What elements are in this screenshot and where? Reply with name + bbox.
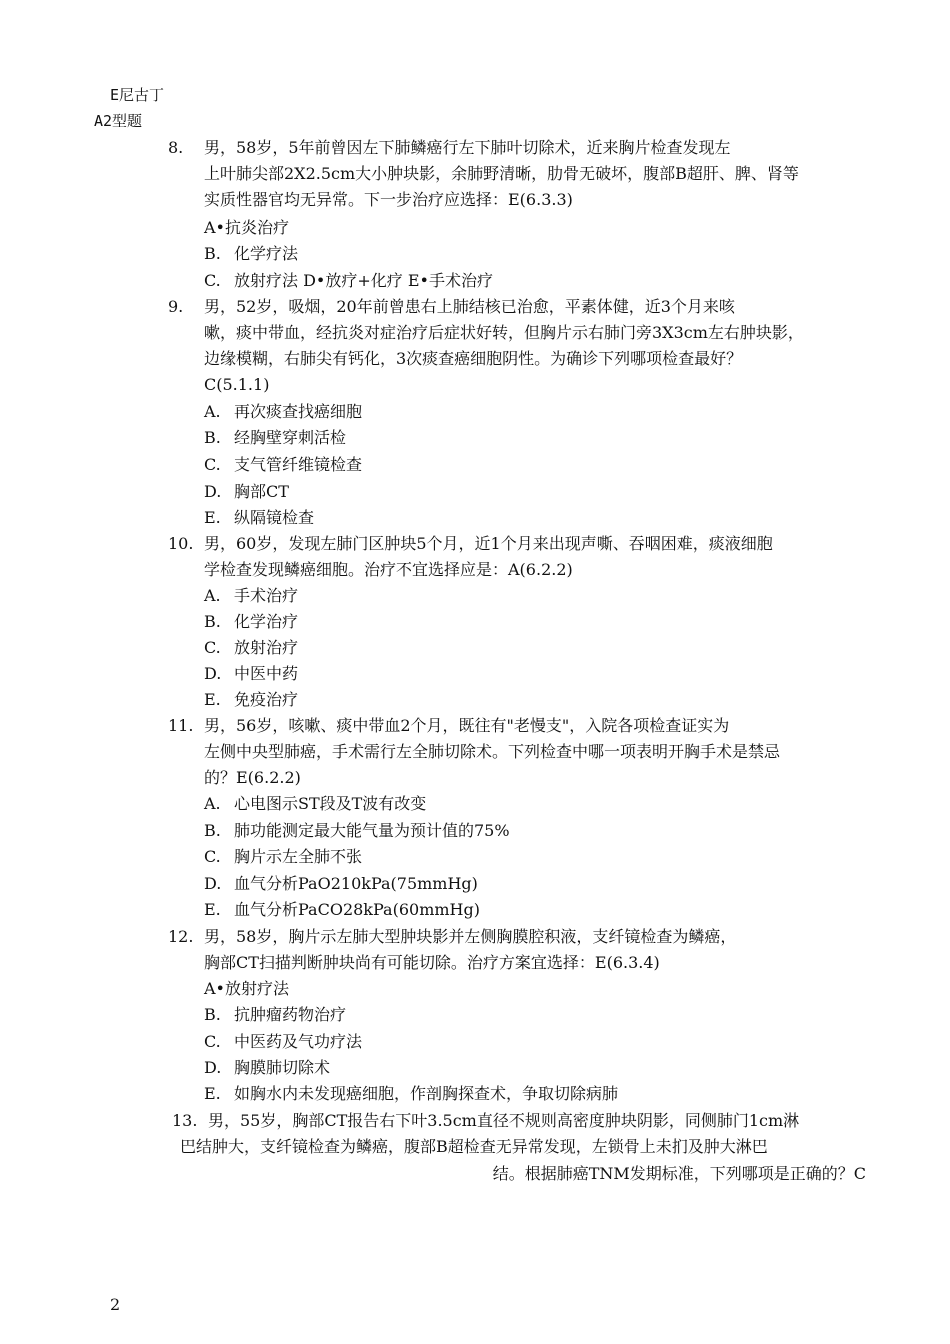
option-letter: B. [204, 1005, 221, 1024]
option-c [204, 637, 298, 659]
question-text-line: 边缘模糊，右肺尖有钙化，3次痰查癌细胞阴性。为确诊下列哪项检查最好？ [204, 349, 743, 368]
option-a [204, 793, 426, 815]
question-text-line: 上叶肺尖部2X2.5cm大小肿块影，余肺野清晰，肋骨无破坏，腹部B超肝、脾、肾等 [204, 164, 799, 183]
option-letter: B. [204, 612, 221, 631]
option-letter: D. [204, 664, 222, 683]
question-number: 13. [172, 1111, 198, 1130]
option-text: 放射治疗 [234, 638, 299, 657]
option-e [204, 507, 314, 529]
question-text-line: C(5.1.1) [204, 375, 270, 394]
question-text-line: 男，56岁，咳嗽、痰中带血2个月，既往有"老慢支"，入院各项检查证实为 [204, 716, 730, 735]
option-e [204, 1083, 618, 1105]
question-text-line: 男，55岁，胸部CT报告右下叶3.5cm直径不规则高密度肿块阴影，同侧肺门1cm淋 [208, 1111, 800, 1130]
option-letter: C. [204, 638, 221, 657]
option-d [204, 481, 289, 503]
option-text: A•放射疗法 [204, 979, 289, 998]
option-text: 中医药及气功疗法 [234, 1032, 363, 1051]
option-b [204, 611, 298, 633]
option-letter: E. [204, 508, 221, 527]
option-text: 免疫治疗 [234, 690, 299, 709]
option-letter: C. [204, 455, 221, 474]
option-text: 手术治疗 [234, 586, 299, 605]
option-d [204, 663, 298, 685]
option-letter: D. [204, 1058, 222, 1077]
option-a [204, 978, 289, 1000]
option-letter: B. [204, 244, 221, 263]
option-text: 肺功能测定最大能气量为预计值的75% [234, 821, 510, 840]
option-letter: C. [204, 271, 221, 290]
option-a [204, 217, 289, 239]
option-letter: B. [204, 428, 221, 447]
question-number: 10. [168, 534, 194, 553]
option-text: 抗肿瘤药物治疗 [234, 1005, 347, 1024]
option-c [204, 454, 362, 476]
option-text: 胸膜肺切除术 [234, 1058, 331, 1077]
question-text-line: 男，60岁，发现左肺门区肿块5个月，近1个月来出现声嘶、吞咽困难，痰液细胞 [204, 534, 773, 553]
question-number: 11. [168, 716, 194, 735]
question-text-line: 学检查发现鳞癌细胞。治疗不宜选择应是：A(6.2.2) [204, 560, 573, 579]
option-text: 胸部CT [234, 482, 289, 501]
question-text-line: 嗽，痰中带血，经抗炎对症治疗后症状好转，但胸片示右肺门旁3X3cm左右肿块影， [204, 323, 804, 342]
option-e [204, 689, 298, 711]
option-a [204, 401, 362, 423]
option-text: 如胸水内未发现癌细胞，作剖胸探查术，争取切除病肺 [234, 1084, 619, 1103]
option-text: 心电图示ST段及T波有改变 [234, 794, 427, 813]
option-c [204, 846, 362, 868]
option-text: 支气管纤维镜检查 [234, 455, 363, 474]
option-letter: A. [204, 794, 221, 813]
option-text: 化学治疗 [234, 612, 299, 631]
option-d [204, 873, 478, 895]
question-text-line: 男，58岁，5年前曾因左下肺鳞癌行左下肺叶切除术，近来胸片检查发现左 [204, 138, 731, 157]
question-text-line: 结。根据肺癌TNM发期标准，下列哪项是正确的？C [492, 1164, 866, 1183]
question-text-line: 胸部CT扫描判断肿块尚有可能切除。治疗方案宜选择：E(6.3.4) [204, 953, 660, 972]
option-letter: C. [204, 1032, 221, 1051]
option-letter: A. [204, 586, 221, 605]
previous-option-e: E尼古丁 [110, 86, 165, 104]
option-text: 中医中药 [234, 664, 299, 683]
option-b [204, 427, 346, 449]
option-text: 血气分析PaO210kPa(75mmHg) [234, 874, 478, 893]
question-number: 9. [168, 297, 184, 316]
question-text-line: 男，58岁，胸片示左肺大型肿块影并左侧胸膜腔积液，支纤镜检查为鳞癌， [204, 927, 737, 946]
section-heading: A2型题 [94, 112, 143, 130]
question-text-line: 的？E(6.2.2) [204, 768, 301, 787]
option-text: 胸片示左全肺不张 [234, 847, 363, 866]
option-letter: E. [204, 900, 221, 919]
option-letter: A. [204, 402, 221, 421]
question-text-line: 男，52岁，吸烟，20年前曾患右上肺结核已治愈，平素体健，近3个月来咳 [204, 297, 735, 316]
question-text-line: 巴结肿大，支纤镜检查为鳞癌，腹部B超检查无异常发现，左锁骨上未扪及肿大淋巴 [180, 1137, 768, 1156]
page-number: 2 [110, 1295, 121, 1314]
option-b [204, 1004, 346, 1026]
option-e [204, 899, 480, 921]
option-text: 经胸壁穿刺活检 [234, 428, 347, 447]
option-a [204, 585, 298, 607]
option-text: 化学疗法 [234, 244, 299, 263]
question-text-line: 左侧中央型肺癌，手术需行左全肺切除术。下列检查中哪一项表明开胸手术是禁忌 [204, 742, 781, 761]
question-number: 8. [168, 138, 184, 157]
option-text: 放射疗法 D•放疗+化疗 E•手术治疗 [234, 271, 493, 290]
option-letter: D. [204, 874, 222, 893]
option-text: 纵隔镜检查 [234, 508, 315, 527]
question-number: 12. [168, 927, 194, 946]
option-text: 再次痰查找癌细胞 [234, 402, 363, 421]
option-letter: D. [204, 482, 222, 501]
option-letter: E. [204, 690, 221, 709]
option-text: A•抗炎治疗 [204, 218, 289, 237]
question-text-line: 实质性器官均无异常。下一步治疗应选择：E(6.3.3) [204, 190, 573, 209]
option-letter: E. [204, 1084, 221, 1103]
option-c [204, 270, 493, 292]
option-d [204, 1057, 330, 1079]
option-letter: B. [204, 821, 221, 840]
option-text: 血气分析PaCO28kPa(60mmHg) [234, 900, 480, 919]
option-b [204, 820, 510, 842]
option-c [204, 1031, 362, 1053]
option-letter: C. [204, 847, 221, 866]
option-b [204, 243, 298, 265]
